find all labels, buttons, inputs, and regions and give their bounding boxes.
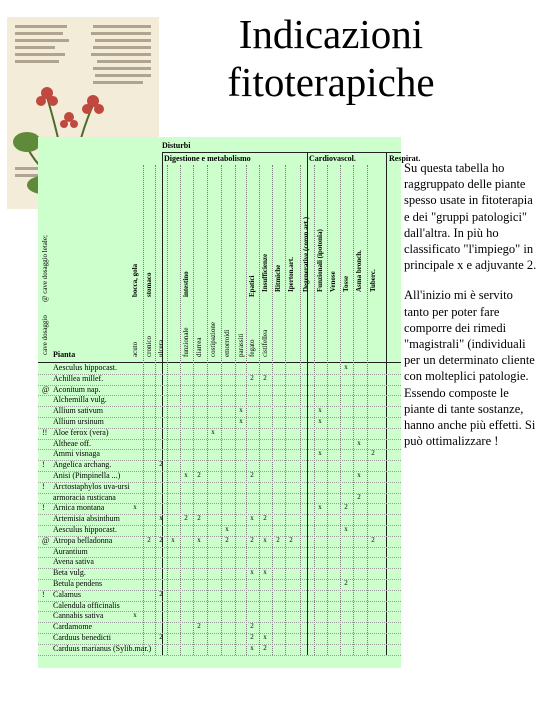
usage-mark: 2: [357, 492, 361, 501]
usage-mark: 2: [263, 643, 267, 652]
plant-name: Artemisia absinthum: [53, 514, 120, 524]
column-divider: [207, 165, 208, 655]
usage-mark: 2: [276, 535, 280, 544]
usage-mark: 2: [250, 622, 254, 631]
sublabel-costipazione: costipazione: [209, 322, 217, 357]
plant-name: Aesculus hippocast.: [53, 525, 117, 534]
column-divider: [221, 165, 222, 655]
usage-mark: x: [250, 568, 254, 577]
col-epatici: Epatici: [248, 275, 256, 297]
usage-mark: 2: [159, 535, 163, 544]
usage-mark: x: [263, 535, 267, 544]
row-symbol: !: [42, 503, 45, 513]
usage-mark: 2: [263, 373, 267, 382]
plant-name: Allium ursinum: [53, 417, 104, 426]
plant-disorder-table: [38, 137, 421, 668]
title-line-2: fitoterapiche: [227, 59, 435, 105]
plant-name: Aurantium: [53, 546, 88, 556]
column-divider: [193, 165, 194, 655]
usage-mark: x: [211, 427, 215, 436]
usage-mark: 2: [147, 535, 151, 544]
usage-mark: x: [184, 471, 188, 479]
usage-mark: x: [239, 417, 243, 425]
col-tosse: Tosse: [342, 275, 350, 292]
usage-mark: 2: [289, 535, 293, 544]
usage-mark: 2: [250, 373, 254, 382]
row-symbol: !: [42, 481, 45, 491]
explanation-text: [404, 160, 538, 449]
page-title: [200, 10, 462, 106]
sublabel-funzionale: funzionale: [182, 327, 190, 357]
plant-name: Aconitum nap.: [53, 384, 101, 394]
usage-mark: 2: [159, 589, 163, 598]
column-divider: [367, 165, 368, 655]
usage-mark: x: [357, 438, 361, 447]
usage-mark: x: [250, 514, 254, 523]
plant-name: Atropa belladonna: [53, 535, 113, 545]
title-line-1: Indicazioni: [238, 11, 424, 57]
row-symbol: !: [42, 589, 45, 599]
explanation-paragraph-1: Su questa tabella ho raggruppato delle piante spesso usate in fitoterapia e dei "gruppi patologici" dall'altra. In più ho classificato "l'impiego" in principale x e adjuvante 2.: [404, 161, 537, 273]
sublabel-ulcera: ulcera: [157, 339, 165, 357]
plant-name: Ammi visnaga: [53, 449, 100, 459]
col-intestino: intestino: [182, 271, 190, 297]
column-divider: [143, 165, 144, 655]
plant-name: armoracia rusticana: [53, 492, 116, 502]
usage-mark: x: [159, 514, 163, 523]
plant-column-header: Pianta: [53, 350, 76, 359]
sublabel-diarrea: diarrea: [195, 337, 203, 357]
row-divider: [38, 590, 401, 591]
plant-name: Betula pendens: [53, 579, 103, 588]
sublabel-parassiti: parassiti: [237, 333, 245, 357]
usage-mark: 2: [159, 460, 163, 469]
sublabel-cronico: cronico: [145, 336, 153, 357]
row-divider: [38, 568, 401, 569]
column-divider: [353, 165, 354, 655]
plant-name: Calendula officinalis: [53, 600, 120, 610]
column-divider: [167, 165, 168, 655]
plant-name: Aloe ferox (vera): [53, 427, 109, 437]
usage-mark: x: [239, 406, 243, 415]
usage-mark: x: [263, 568, 267, 577]
plant-name: Anisi (Pimpinella ...): [53, 471, 121, 480]
row-divider: [38, 655, 401, 656]
plant-name: Carduus benedicti: [53, 633, 111, 642]
sublabel-fegato: fegato: [248, 339, 256, 357]
column-divider: [272, 165, 273, 655]
usage-mark: 2: [344, 579, 348, 587]
usage-mark: x: [318, 449, 322, 458]
plant-name: Arctostaphylos uva-ursi: [53, 481, 130, 491]
usage-mark: 2: [159, 633, 163, 641]
plant-name: Carduus marianus (Sylib.mar.): [53, 643, 152, 653]
group-digestion: Digestione e metabolismo: [164, 154, 251, 163]
plant-name: Achillea millef.: [53, 373, 104, 383]
sublabel-emorroidi: emorroidi: [223, 329, 231, 357]
plant-name: Calamus: [53, 589, 81, 599]
plant-name: Allium sativum: [53, 406, 103, 416]
usage-mark: 2: [184, 514, 188, 523]
explanation-paragraph-2: All'inizio mi è servito tanto per poter fare comporre dei rimedi "magistrali" (individuali per un determinato cliente con molteplici patologie. Essendo composte le piante di tante sostanze, hanno anche più effetti. Si può ottimalizzare !: [404, 288, 536, 449]
usage-mark: x: [357, 471, 361, 479]
usage-mark: 2: [371, 449, 375, 458]
col-venose: Venose: [329, 271, 337, 292]
row-symbol: @: [42, 535, 50, 545]
usage-mark: 2: [197, 514, 201, 523]
usage-mark: 2: [263, 514, 267, 523]
plant-name: Altheae off.: [53, 438, 92, 448]
col-funzionali: Funzionali (ipotonia): [316, 229, 324, 292]
group-cardiovascular: Cardiovascol.: [309, 154, 356, 163]
plant-name: Angelica archang.: [53, 460, 112, 470]
plant-name: Alchemilla vulg.: [53, 395, 107, 405]
col-iperton-art: Iperton.art.: [287, 257, 295, 292]
column-divider: [259, 165, 260, 655]
column-divider: [300, 165, 301, 655]
group-respiratory: Respirat.: [389, 154, 421, 163]
col-tuberc: Tuberc.: [369, 269, 377, 292]
usage-mark: x: [318, 406, 322, 415]
col-degenerative: Degenerative (coron.art.): [302, 216, 310, 292]
row-divider: [38, 439, 401, 440]
col-bocca-gola: bocca, gola: [131, 263, 139, 297]
usage-mark: x: [171, 535, 175, 544]
usage-mark: x: [344, 525, 348, 533]
usage-mark: 2: [250, 471, 254, 479]
column-divider: [180, 165, 181, 655]
usage-mark: x: [133, 503, 137, 512]
plant-name: Arnica montana: [53, 503, 105, 513]
plant-name: Avena sativa: [53, 557, 94, 567]
column-divider: [327, 165, 328, 655]
side-label-cave-letale: @ cave dosaggio letale;: [41, 235, 49, 302]
column-divider: [155, 165, 156, 655]
usage-mark: x: [225, 525, 229, 533]
row-divider: [38, 547, 401, 548]
header-rule: [162, 152, 401, 153]
plant-name: Beta vulg.: [53, 568, 86, 578]
row-symbol: !!: [42, 427, 48, 437]
plant-name: Aesculus hippocast.: [53, 363, 117, 372]
usage-mark: x: [318, 503, 322, 512]
disorders-header: Disturbi: [162, 141, 191, 150]
col-ritmiche: Ritmiche: [274, 264, 282, 292]
usage-mark: x: [263, 633, 267, 641]
col-insufficienze: Insufficienze: [261, 253, 269, 292]
usage-mark: 2: [197, 471, 201, 479]
usage-mark: 2: [225, 535, 229, 544]
usage-mark: x: [197, 535, 201, 544]
col-stomaco: stomaco: [145, 272, 153, 297]
col-asma-bronch: Asma bronch.: [355, 250, 363, 292]
usage-mark: x: [318, 417, 322, 425]
usage-mark: 2: [344, 503, 348, 512]
usage-mark: x: [344, 363, 348, 371]
usage-mark: 2: [250, 535, 254, 544]
usage-mark: x: [133, 611, 137, 620]
column-divider: [285, 165, 286, 655]
column-divider: [246, 165, 247, 655]
sublabel-cistifellea: cistifellea: [261, 329, 269, 357]
sublabel-acuto: acuto: [131, 341, 139, 357]
row-symbol: @: [42, 384, 50, 394]
usage-mark: 2: [197, 622, 201, 631]
plant-name: Cardamome: [53, 622, 93, 632]
row-divider: [38, 622, 401, 623]
row-symbol: !: [42, 460, 45, 470]
usage-mark: 2: [250, 633, 254, 641]
plant-name: Cannabis sativa: [53, 611, 104, 621]
usage-mark: 2: [371, 535, 375, 544]
usage-mark: x: [250, 643, 254, 652]
side-label-cave-dosaggio: cave dosaggio: [41, 315, 49, 355]
